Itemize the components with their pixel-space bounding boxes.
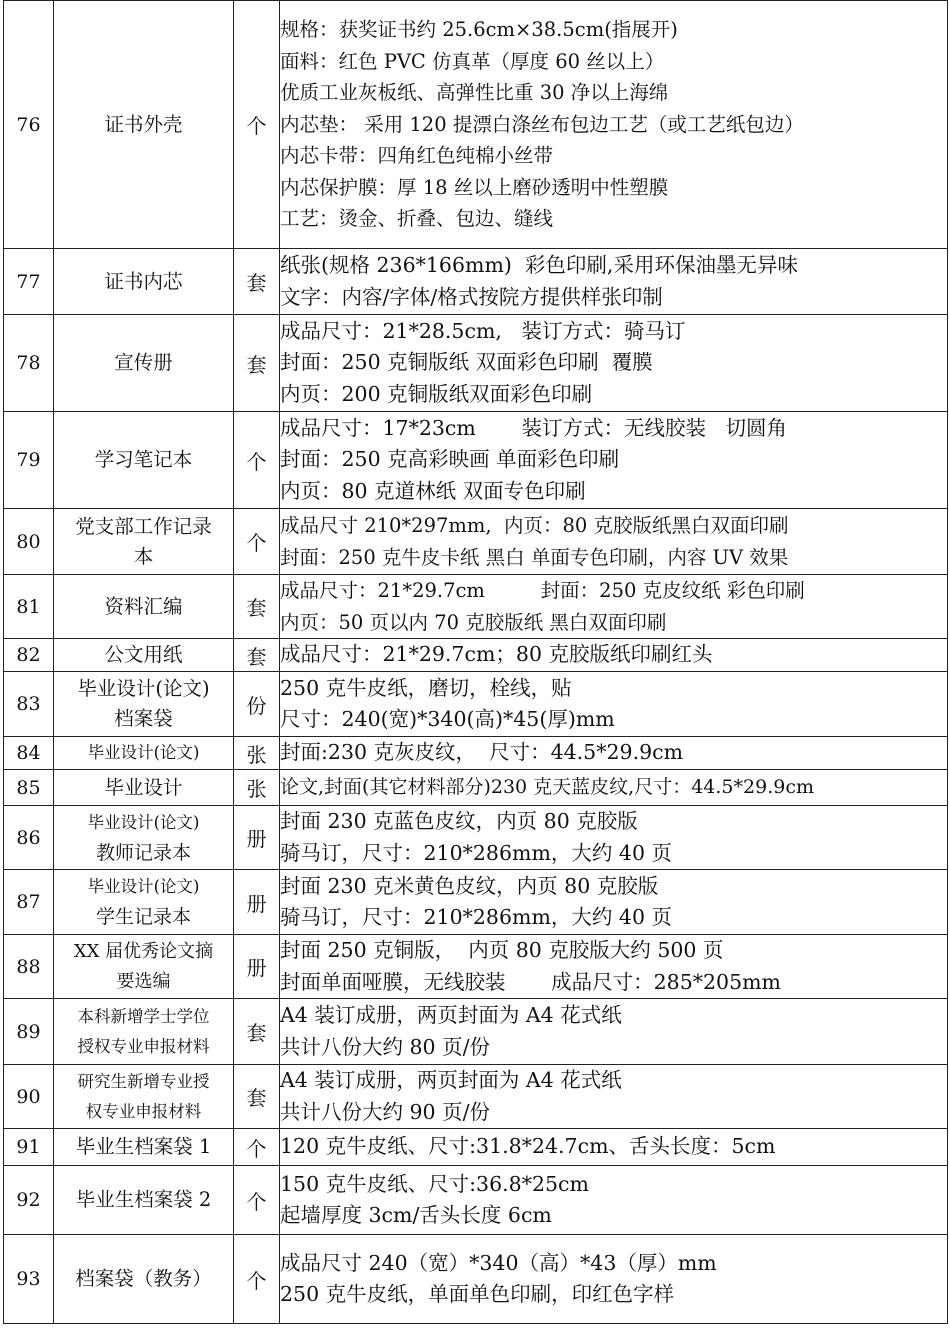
item-unit: 张 [234, 737, 280, 770]
row-number: 84 [4, 737, 54, 770]
spec-line: 250 克牛皮纸，磨切，栓线，贴 [280, 675, 572, 700]
table-row [4, 737, 948, 770]
item-name [54, 315, 234, 412]
item-name-line: 研究生新增专业授 [77, 1071, 210, 1091]
item-unit: 套 [234, 249, 280, 315]
item-name-line: 毕业设计(论文) [77, 677, 210, 700]
item-name-line: 要选编 [116, 970, 171, 992]
row-number: 79 [4, 412, 54, 509]
item-name-line: 毕业生档案袋 2 [75, 1188, 212, 1211]
item-spec [280, 737, 948, 770]
item-name-line: XX 届优秀论文摘 [73, 940, 214, 962]
item-name [54, 672, 234, 737]
item-unit: 个 [234, 509, 280, 575]
table-row [4, 509, 948, 575]
spec-line: 内芯垫： 采用 120 提漂白涤丝布包边工艺（或工艺纸包边） [280, 112, 804, 136]
item-name-line: 档案袋 [114, 707, 173, 730]
item-spec [280, 806, 948, 870]
item-name [54, 509, 234, 575]
row-number: 76 [4, 1, 54, 249]
spec-line: 面料：红色 PVC 仿真革（厚度 60 丝以上） [280, 49, 665, 73]
item-unit: 册 [234, 870, 280, 935]
item-spec [280, 770, 948, 806]
table-row [4, 672, 948, 737]
table-row [4, 1166, 948, 1235]
table-row [4, 315, 948, 412]
item-name [54, 1166, 234, 1235]
spec-line: 起墙厚度 3cm/舌头长度 6cm [280, 1203, 552, 1227]
item-name-line: 党支部工作记录 [75, 514, 212, 538]
spec-line: 封面 230 克蓝色皮纹，内页 80 克胶版 [280, 809, 638, 833]
item-unit: 册 [234, 806, 280, 870]
item-spec [280, 1, 948, 249]
spec-line: 封面单面哑膜，无线胶装 成品尺寸：285*205mm [280, 969, 781, 994]
item-spec [280, 315, 948, 412]
item-name [54, 412, 234, 509]
item-name [54, 1235, 234, 1324]
item-name [54, 770, 234, 806]
spec-line: 工艺：烫金、折叠、包边、缝线 [280, 207, 554, 231]
table-row [4, 870, 948, 935]
spec-line: 尺寸：240(宽)*340(高)*45(厚)mm [280, 707, 615, 731]
spec-line: 文字：内容/字体/格式按院方提供样张印制 [280, 284, 663, 309]
item-spec [280, 249, 948, 315]
item-name-line: 毕业设计(论文) [87, 877, 200, 896]
row-number: 89 [4, 999, 54, 1065]
spec-line: 封面 250 克铜版， 内页 80 克胶版大约 500 页 [280, 938, 724, 962]
row-number: 78 [4, 315, 54, 412]
spec-line: 成品尺寸：17*23cm 装订方式：无线胶装 切圆角 [280, 415, 788, 440]
item-name [54, 639, 234, 672]
spec-line: 封面 230 克米黄色皮纹，内页 80 克胶版 [280, 873, 659, 898]
item-name-line: 证书外壳 [104, 112, 183, 136]
spec-line: 封面：250 克高彩映画 单面彩色印刷 [280, 447, 620, 472]
table-row [4, 249, 948, 315]
item-spec [280, 1235, 948, 1324]
item-spec [280, 509, 948, 575]
row-number: 87 [4, 870, 54, 935]
item-name-line: 教师记录本 [95, 841, 191, 864]
spec-line: 共计八份大约 90 页/份 [280, 1099, 491, 1124]
table-row [4, 935, 948, 999]
spec-line: 共计八份大约 80 页/份 [280, 1034, 491, 1059]
row-number: 80 [4, 509, 54, 575]
item-name-line: 授权专业申报材料 [77, 1036, 210, 1056]
row-number: 83 [4, 672, 54, 737]
item-name-line: 宣传册 [114, 351, 173, 374]
item-name-line: 学习笔记本 [94, 448, 193, 471]
item-name [54, 806, 234, 870]
spec-table [3, 0, 948, 1324]
row-number: 85 [4, 770, 54, 806]
item-name-line: 公文用纸 [104, 643, 183, 666]
spec-line: 纸张(规格 236*166mm) 彩色印刷,采用环保油墨无异味 [280, 253, 798, 277]
spec-line: 优质工业灰板纸、高弹性比重 30 净以上海绵 [280, 81, 669, 105]
item-name [54, 737, 234, 770]
item-name-line: 毕业生档案袋 1 [75, 1135, 212, 1158]
spec-line: 成品尺寸：21*29.7cm；80 克胶版纸印刷红头 [280, 642, 713, 667]
item-spec [280, 1166, 948, 1235]
row-number: 81 [4, 575, 54, 639]
spec-line: 成品尺寸：21*29.7cm 封面：250 克皮纹纸 彩色印刷 [280, 579, 805, 602]
item-name [54, 1065, 234, 1129]
item-unit: 张 [234, 770, 280, 806]
item-unit: 套 [234, 315, 280, 412]
table-row [4, 999, 948, 1065]
item-unit: 套 [234, 575, 280, 639]
item-name-line: 权专业申报材料 [85, 1101, 202, 1121]
item-spec [280, 999, 948, 1065]
item-name-line: 毕业设计(论文) [87, 812, 200, 832]
item-unit: 个 [234, 412, 280, 509]
table-row [4, 1235, 948, 1324]
table-body [4, 1, 948, 1324]
table-row [4, 639, 948, 672]
item-unit: 个 [234, 1235, 280, 1324]
item-unit: 份 [234, 672, 280, 737]
spec-line: 封面:230 克灰皮纹， 尺寸：44.5*29.9cm [280, 740, 684, 765]
row-number: 92 [4, 1166, 54, 1235]
item-name [54, 575, 234, 639]
item-name [54, 249, 234, 315]
table-row [4, 770, 948, 806]
item-name-line: 资料汇编 [104, 594, 183, 618]
table-row [4, 1, 948, 249]
item-name-line: 毕业设计 [104, 775, 183, 799]
item-spec [280, 639, 948, 672]
spec-line: 内页：80 克道林纸 双面专色印刷 [280, 478, 586, 503]
item-unit: 个 [234, 1166, 280, 1235]
spec-line: 成品尺寸 210*297mm, 内页：80 克胶版纸黑白双面印刷 [280, 514, 789, 537]
spec-line: 120 克牛皮纸、尺寸:31.8*24.7cm、舌头长度：5cm [280, 1134, 776, 1159]
item-spec [280, 672, 948, 737]
spec-line: 骑马订，尺寸：210*286mm，大约 40 页 [280, 905, 673, 929]
spec-line: 内页：50 页以内 70 克胶版纸 黑白双面印刷 [280, 610, 667, 634]
item-name-line: 证书内芯 [104, 269, 183, 293]
row-number: 90 [4, 1065, 54, 1129]
row-number: 88 [4, 935, 54, 999]
item-unit: 个 [234, 1, 280, 249]
row-number: 91 [4, 1129, 54, 1166]
item-spec [280, 870, 948, 935]
item-name [54, 1129, 234, 1166]
item-unit: 套 [234, 1065, 280, 1129]
spec-line: 内芯保护膜：厚 18 丝以上磨砂透明中性塑膜 [280, 175, 669, 199]
item-name-line: 档案袋（教务） [75, 1267, 212, 1290]
spec-line: 封面：250 克牛皮卡纸 黑白 单面专色印刷，内容 UV 效果 [280, 545, 789, 569]
spec-line: A4 装订成册，两页封面为 A4 花式纸 [280, 1003, 622, 1027]
item-spec [280, 575, 948, 639]
table-row [4, 1065, 948, 1129]
item-name [54, 870, 234, 935]
spec-line: 内页：200 克铜版纸双面彩色印刷 [280, 381, 593, 406]
item-name [54, 999, 234, 1065]
spec-line: 成品尺寸：21*28.5cm, 装订方式：骑马订 [280, 318, 686, 343]
spec-line: 250 克牛皮纸，单面单色印刷，印红色字样 [280, 1282, 675, 1306]
spec-line: A4 装订成册，两页封面为 A4 花式纸 [280, 1068, 622, 1092]
row-number: 82 [4, 639, 54, 672]
row-number: 86 [4, 806, 54, 870]
row-number: 93 [4, 1235, 54, 1324]
table-row [4, 575, 948, 639]
item-unit: 套 [234, 999, 280, 1065]
spec-line: 内芯卡带：四角红色纯棉小丝带 [280, 144, 554, 168]
table-row [4, 1129, 948, 1166]
item-unit: 套 [234, 639, 280, 672]
spec-line: 论文,封面(其它材料部分)230 克天蓝皮纹,尺寸：44.5*29.9cm [280, 775, 814, 798]
item-name-line: 毕业设计(论文) [87, 743, 200, 762]
spec-line: 成品尺寸 240（宽）*340（高）*43（厚）mm [280, 1250, 717, 1275]
item-unit: 册 [234, 935, 280, 999]
item-spec [280, 412, 948, 509]
spec-line: 规格：获奖证书约 25.6cm×38.5cm(指展开) [280, 18, 678, 42]
table-row [4, 806, 948, 870]
item-name-line: 学生记录本 [95, 906, 191, 928]
spec-line: 封面：250 克铜版纸 双面彩色印刷 覆膜 [280, 350, 653, 375]
item-name-line: 本 [133, 544, 154, 568]
item-name [54, 1, 234, 249]
spec-line: 150 克牛皮纸、尺寸:36.8*25cm [280, 1171, 589, 1196]
item-spec [280, 1065, 948, 1129]
item-unit: 个 [234, 1129, 280, 1166]
item-spec [280, 935, 948, 999]
item-name [54, 935, 234, 999]
item-name-line: 本科新增学士学位 [77, 1006, 210, 1026]
row-number: 77 [4, 249, 54, 315]
item-spec [280, 1129, 948, 1166]
table-row [4, 412, 948, 509]
spec-line: 骑马订，尺寸：210*286mm，大约 40 页 [280, 840, 673, 865]
